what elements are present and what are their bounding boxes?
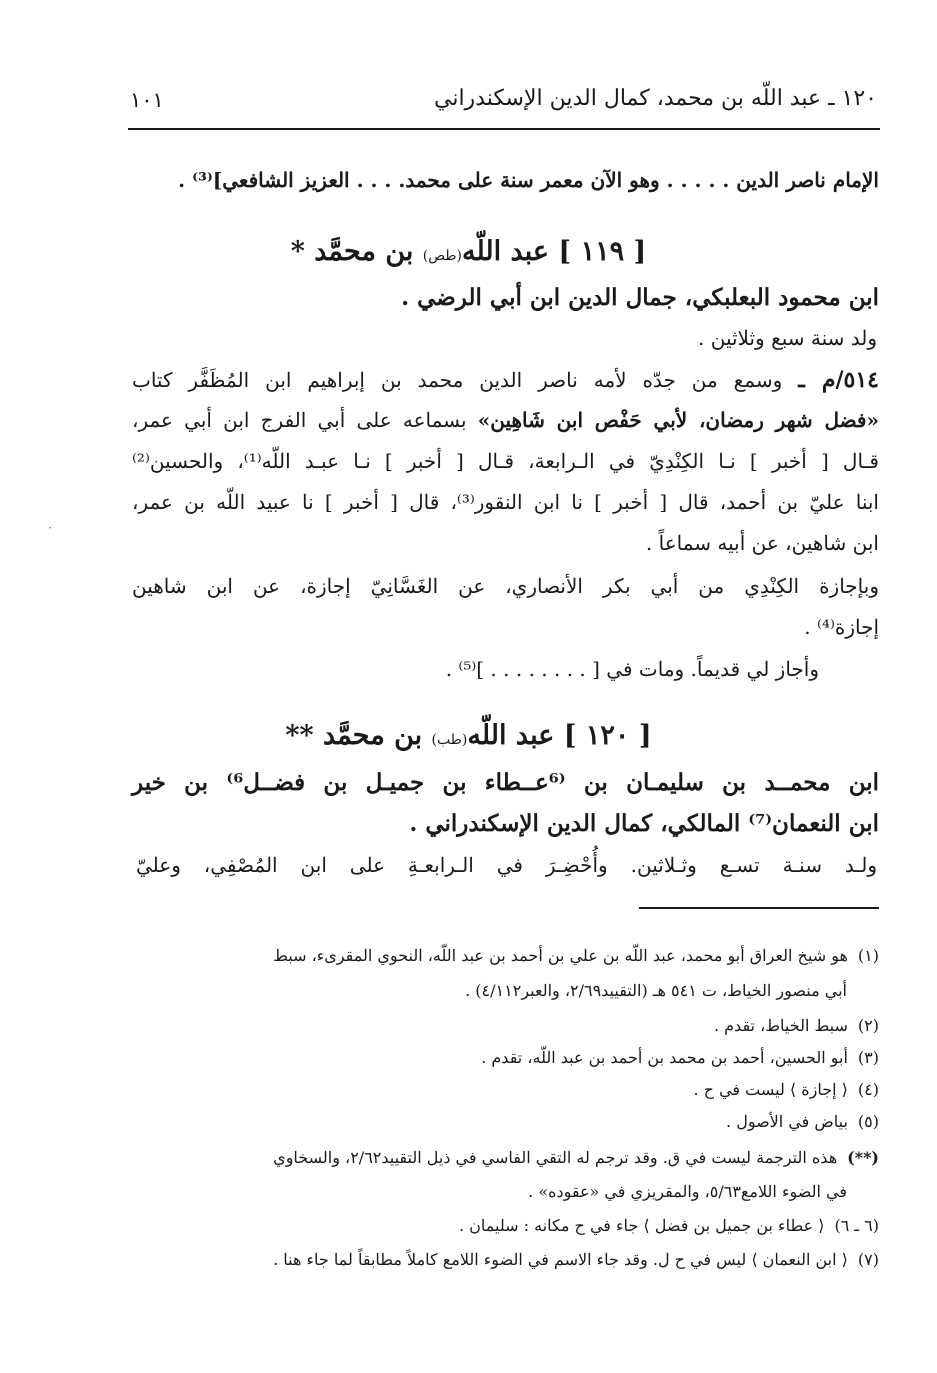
entry-119-p1-line4: ابنا عليّ بن أحمد، قال [ أخبر ] نا ابن النقور⁽³⁾، قال [ أخبر ] نا عبيد اللّه بن عمر، bbox=[132, 490, 879, 514]
entry-120-heading-siglum: (طب) bbox=[431, 732, 468, 748]
header-rule bbox=[128, 128, 880, 130]
entry-119-p1-line5: ابن شاهين، عن أبيه سماعاً . bbox=[645, 531, 879, 555]
footnote-text: ⟨ ابن النعمان ⟩ ليس في ح ل. وقد جاء الاسم في الضوء اللامع كاملاً مطابقاً لما جاء هنا . bbox=[273, 1250, 848, 1269]
footnote-rule bbox=[639, 907, 879, 909]
entry-120-born: ولـد سنـة تسـع وثـلاثين. وأُحْضِـرَ في الـرابعـةِ على ابن المُصْفِي، وعليّ bbox=[136, 853, 877, 877]
entry-119-heading bbox=[0, 236, 937, 267]
footnote-text: أبو الحسين، أحمد بن محمد بن أحمد بن عبد اللّه، تقدم . bbox=[481, 1048, 848, 1067]
footnote-number: (١) bbox=[857, 946, 879, 965]
footnote-6-6 bbox=[459, 1218, 879, 1234]
entry-119-heading-name: [ ١١٩ ] عبد اللّه bbox=[462, 236, 647, 267]
footnote-number: (٣) bbox=[857, 1048, 879, 1067]
entry-120-heading-name: [ ١٢٠ ] عبد اللّه bbox=[467, 720, 652, 751]
entry-119-heading-rest: بن محمَّد * bbox=[290, 236, 423, 267]
footnote-double-star bbox=[273, 1150, 879, 1166]
entry-120-heading bbox=[0, 720, 937, 751]
footnote-4 bbox=[694, 1082, 880, 1098]
footnote-1 bbox=[273, 948, 879, 964]
entry-119-p2-line2: إجازة⁽⁴⁾ . bbox=[804, 615, 879, 639]
book-title: «فضل شهر رمضان، لأبي حَفْص ابن شَاهِين» bbox=[477, 408, 879, 432]
narration-number: ٥١٤/م ـ bbox=[798, 367, 879, 393]
entry-119-heading-siglum: (طص) bbox=[422, 248, 463, 264]
footnote-number: (٦ ـ ٦) bbox=[834, 1216, 879, 1235]
narration-text: وسمع من جدّه لأمه ناصر الدين محمد بن إبراهيم ابن المُظَفَّر كتاب bbox=[132, 368, 783, 392]
running-header-title: ١٢٠ ـ عبد اللّه بن محمد، كمال الدين الإسكندراني bbox=[433, 86, 877, 111]
footnote-text: ⟨ عطاء بن جميل بن فضل ⟩ جاء في ح مكانه : سليمان . bbox=[458, 1216, 825, 1235]
entry-119-born: ولد سنة سبع وثلاثين . bbox=[698, 326, 877, 350]
narration-text: بسماعه على أبي الفرج ابن أبي عمر، bbox=[132, 408, 478, 432]
footnote-number: (**) bbox=[847, 1148, 879, 1167]
footnote-2 bbox=[714, 1018, 879, 1034]
entry-120-heading-rest: بن محمَّد ** bbox=[285, 720, 432, 751]
footnote-number: (٥) bbox=[857, 1112, 879, 1131]
margin-mark: ٠ bbox=[47, 520, 54, 534]
footnote-number: (٧) bbox=[857, 1250, 879, 1269]
footnote-1-cont: أبي منصور الخياط، ت ٥٤١ هـ (التقييد٢/٦٩، والعبر٤/١١٢) . bbox=[465, 981, 847, 1000]
entry-119-subtitle: ابن محمود البعلبكي، جمال الدين ابن أبي الرضي . bbox=[401, 284, 879, 311]
footnote-number: (٢) bbox=[857, 1016, 879, 1035]
page-number: ١٠١ bbox=[130, 88, 164, 112]
entry-119-p1-line2 bbox=[132, 410, 879, 430]
footnote-text: هذه الترجمة ليست في ق. وقد ترجم له التقي الفاسي في ذيل التقييد٢/٦٢، والسخاوي bbox=[273, 1148, 838, 1167]
footnote-double-star-cont: في الضوء اللامع٥/٦٣، والمقريزي في «عقوده» . bbox=[528, 1182, 847, 1201]
entry-119-p1-line1 bbox=[132, 369, 879, 391]
footnote-text: ⟨ إجازة ⟩ ليست في ح . bbox=[693, 1080, 848, 1099]
continuation-line: الإمام ناصر الدين . . . . . وهو الآن معمر سنة على محمد. . . . العزيز الشافعي]⁽³⁾ . bbox=[178, 168, 879, 192]
entry-120-subtitle-line1: ابن محمــد بن سليمـان بن ⁽⁶عــطاء بن جميـل بن فضــل⁶⁾ بن خير bbox=[132, 769, 880, 796]
entry-119-p1-line3: قـال [ أخبر ] نـا الكِنْدِيّ في الـرابعة، قـال [ أخبر ] نـا عبـد اللّه⁽¹⁾، والحسين⁽²⁾ bbox=[132, 449, 879, 473]
footnote-number: (٤) bbox=[857, 1080, 879, 1099]
entry-120-subtitle-line2: ابن النعمان⁽⁷⁾ المالكي، كمال الدين الإسكندراني . bbox=[409, 810, 879, 837]
footnote-text: هو شيخ العراق أبو محمد، عبد اللّه بن علي بن أحمد بن عبد اللّه، النحوي المقرىء، سبط bbox=[273, 946, 848, 965]
footnote-text: سبط الخياط، تقدم . bbox=[713, 1016, 848, 1035]
entry-119-p3: وأجاز لي قديماً. ومات في [ . . . . . . . . ]⁽⁵⁾ . bbox=[445, 657, 819, 681]
footnote-7 bbox=[273, 1252, 879, 1268]
footnote-5 bbox=[726, 1114, 879, 1130]
entry-119-p2-line1: وبإجازة الكِنْدِي من أبي بكر الأنصاري، عن الغَسَّانِيّ إجازة، عن ابن شاهين bbox=[132, 574, 879, 598]
footnote-text: بياض في الأصول . bbox=[726, 1112, 848, 1131]
footnote-3 bbox=[481, 1050, 879, 1066]
